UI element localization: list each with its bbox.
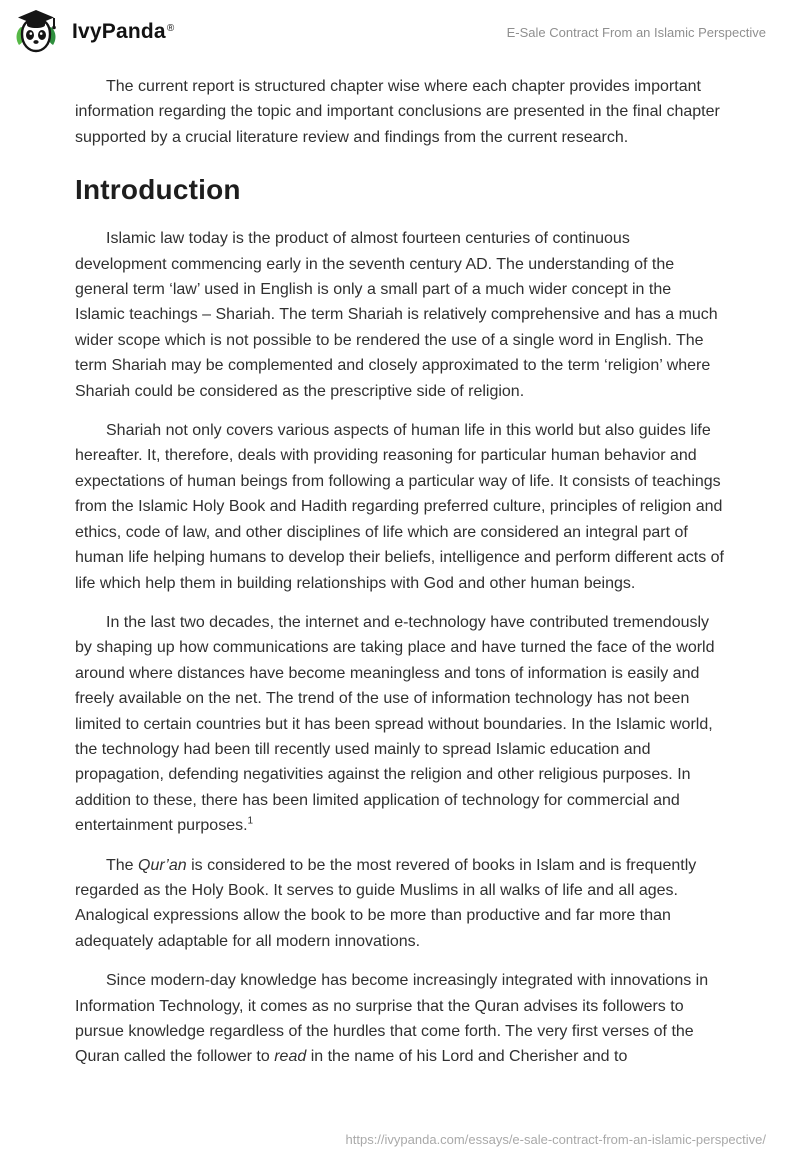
ivypanda-logo[interactable] bbox=[13, 9, 174, 55]
paragraph bbox=[75, 853, 725, 955]
paragraph bbox=[75, 610, 725, 839]
paragraph bbox=[75, 74, 725, 150]
registered-mark: ® bbox=[166, 23, 175, 34]
text-run: The current report is structured chapter wise where each chapter provides important information regarding the topic and important conclusions are presented in the final chapter supported by a crucial literature review and findings from the current research. bbox=[75, 78, 720, 146]
text-run: in the name of his Lord and Cherisher and to bbox=[306, 1048, 628, 1066]
brand-name: IvyPanda® bbox=[72, 20, 175, 43]
source-url: https://ivypanda.com/essays/e-sale-contract-from-an-islamic-perspective/ bbox=[345, 1132, 766, 1147]
paragraph bbox=[75, 418, 725, 596]
panda-logo-icon bbox=[13, 9, 59, 55]
paragraph bbox=[75, 226, 725, 404]
text-run: Shariah not only covers various aspects of human life in this world but also guides life hereafter. It, therefore, deals with providing reasoning for particular human behavior and expectations of human beings from following a particular way of life. It consists of teachings from the Islamic Holy Book and Hadith regarding preferred culture, principles of religion and ethics, code of law, and other disciplines of life which are considered an integral part of human life helping humans to develop their beliefs, intelligence and perform different acts of life which help them in building relationships with God and other human beings. bbox=[75, 422, 724, 592]
text-run: Since modern-day knowledge has become increasingly integrated with innovations in Information Technology, it comes as no surprise that the Quran advises its followers to pursue knowledge regardless of the hurdles that come forth. The very first verses of the Quran called the follower to bbox=[75, 972, 709, 1066]
text-run: is considered to be the most revered of books in Islam and is frequently regarded as the Holy Book. It serves to guide Muslims in all walks of life and all ages. Analogical expressions allow the book to be more than productive and far more than adequately adaptable for all modern innovations. bbox=[75, 856, 697, 950]
document-title: E-Sale Contract From an Islamic Perspective bbox=[506, 24, 766, 40]
text-run: The bbox=[106, 856, 139, 874]
section-heading: Introduction bbox=[75, 174, 241, 206]
text-run: Islamic law today is the product of almost fourteen centuries of continuous development commencing early in the seventh century AD. The understanding of the general term ‘law’ used in English is only a small part of a much wider concept in the Islamic teachings – Shariah. The term Shariah is relatively comprehensive and has a much wider scope which is not possible to be rendered the use of a single word in English. The term Shariah may be complemented and closely approximated to the term ‘religion’ where Shariah could be considered as the prescriptive side of religion. bbox=[75, 230, 718, 400]
text-run: In the last two decades, the internet and e-technology have contributed tremendously by shaping up how communications are taking place and have turned the face of the world around where distances have become meaningless and tons of information is easily and freely available on the net. The trend of the use of information technology has not been limited to certain countries but it has been spread without boundaries. In the Islamic world, the technology had been till recently used mainly to spread Islamic education and propagation, defending negativities against the religion and other religious purposes. In addition to these, there has been limited application of technology for commercial and entertainment purposes. bbox=[75, 613, 715, 835]
italic-text-run: read bbox=[274, 1048, 307, 1066]
footnote-marker: 1 bbox=[247, 815, 254, 827]
italic-text-run: Qur’an bbox=[138, 856, 187, 874]
page-header bbox=[0, 0, 800, 55]
page-footer bbox=[346, 1132, 766, 1147]
paragraph bbox=[75, 968, 725, 1070]
document-body bbox=[0, 55, 800, 1070]
